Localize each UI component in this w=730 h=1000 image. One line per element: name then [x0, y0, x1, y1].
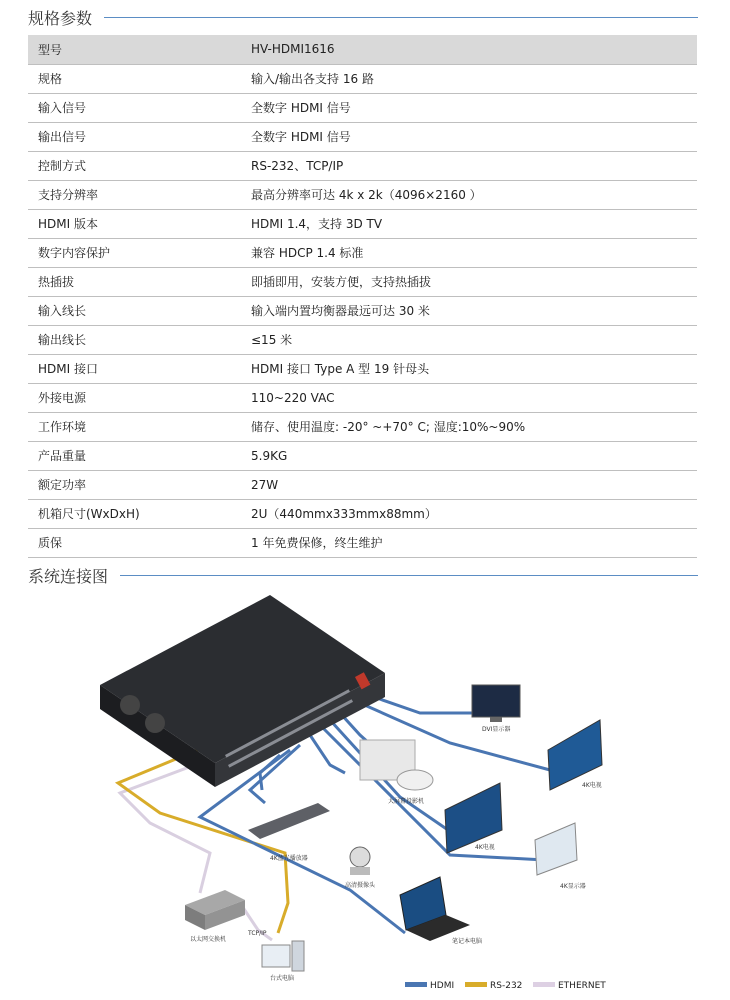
svg-text:大屏幕投影机: 大屏幕投影机 [388, 798, 425, 805]
section-divider [120, 575, 698, 576]
svg-text:4K显示器: 4K显示器 [560, 883, 586, 890]
spec-row [28, 151, 697, 180]
spec-value: HV-HDMI1616 [241, 35, 697, 64]
matrix-switcher [100, 595, 385, 787]
legend-swatch [405, 982, 427, 987]
ethernet-switch [185, 890, 245, 943]
spec-section-header [28, 6, 698, 29]
tv-4k-mid [445, 783, 502, 853]
spec-key: 质保 [28, 528, 241, 557]
spec-row [28, 238, 697, 267]
spec-value: 即插即用，安装方便，支持热插拔 [241, 267, 697, 296]
spec-value: 全数字 HDMI 信号 [241, 122, 697, 151]
svg-text:4K蓝光播放器: 4K蓝光播放器 [270, 855, 308, 862]
spec-key: 产品重量 [28, 441, 241, 470]
spec-key: 外接电源 [28, 383, 241, 412]
bluray-player [248, 803, 330, 862]
spec-key: 型号 [28, 35, 241, 64]
legend-swatch [533, 982, 555, 987]
spec-value: 27W [241, 470, 697, 499]
monitor-4k [535, 823, 586, 890]
cable-legend [405, 981, 606, 991]
spec-row [28, 354, 697, 383]
spec-key: HDMI 版本 [28, 209, 241, 238]
spec-value: 兼容 HDCP 1.4 标准 [241, 238, 697, 267]
desktop-pc [262, 941, 304, 982]
spec-key: 输出信号 [28, 122, 241, 151]
dvi-monitor [472, 685, 520, 733]
tv-4k-top [548, 720, 602, 790]
spec-row [28, 441, 697, 470]
spec-value: 输入端内置均衡器最远可达 30 米 [241, 296, 697, 325]
svg-text:4K电视: 4K电视 [475, 844, 495, 851]
spec-value: 5.9KG [241, 441, 697, 470]
svg-text:DVI显示器: DVI显示器 [482, 726, 511, 733]
legend-swatch [465, 982, 487, 987]
spec-row [28, 499, 697, 528]
spec-row [28, 383, 697, 412]
spec-value: 全数字 HDMI 信号 [241, 93, 697, 122]
spec-row [28, 64, 697, 93]
spec-row [28, 412, 697, 441]
spec-value: HDMI 接口 Type A 型 19 针母头 [241, 354, 697, 383]
spec-row [28, 180, 697, 209]
legend-item [405, 981, 454, 991]
legend-label: HDMI [430, 981, 455, 991]
legend-item [465, 981, 522, 991]
legend-label: RS-232 [490, 981, 523, 991]
section-divider [104, 17, 698, 18]
spec-key: 热插拔 [28, 267, 241, 296]
spec-value: 110~220 VAC [241, 383, 697, 412]
spec-value: HDMI 1.4，支持 3D TV [241, 209, 697, 238]
spec-key: HDMI 接口 [28, 354, 241, 383]
spec-table [28, 35, 697, 558]
spec-key: 数字内容保护 [28, 238, 241, 267]
svg-text:高清摄像头: 高清摄像头 [345, 882, 376, 889]
spec-value: 1 年免费保修，终生维护 [241, 528, 697, 557]
spec-value: 储存、使用温度: -20° ~+70° C; 湿度:10%~90% [241, 412, 697, 441]
legend-label: ETHERNET [558, 981, 606, 991]
spec-value: 输入/输出各支持 16 路 [241, 64, 697, 93]
spec-key: 规格 [28, 64, 241, 93]
spec-row [28, 209, 697, 238]
spec-value: RS-232、TCP/IP [241, 151, 697, 180]
spec-value: ≤15 米 [241, 325, 697, 354]
spec-key: 额定功率 [28, 470, 241, 499]
spec-key: 输入信号 [28, 93, 241, 122]
svg-text:4K电视: 4K电视 [582, 782, 602, 789]
spec-section-title: 规格参数 [28, 9, 93, 28]
diagram-section-header [28, 564, 698, 587]
spec-row [28, 470, 697, 499]
spec-row [28, 35, 697, 64]
spec-row [28, 122, 697, 151]
spec-key: 控制方式 [28, 151, 241, 180]
svg-text:以太网交换机: 以太网交换机 [190, 936, 227, 943]
system-connection-diagram [0, 585, 730, 1000]
hd-camera [345, 847, 376, 889]
spec-value: 2U（440mmx333mmx88mm） [241, 499, 697, 528]
spec-key: 输入线长 [28, 296, 241, 325]
spec-key: 机箱尺寸(WxDxH) [28, 499, 241, 528]
spec-value: 最高分辨率可达 4k x 2k（4096×2160 ） [241, 180, 697, 209]
spec-key: 工作环境 [28, 412, 241, 441]
spec-row [28, 93, 697, 122]
spec-row [28, 528, 697, 557]
tcpip-label: TCP/IP [248, 930, 267, 937]
diagram-section-title: 系统连接图 [28, 567, 109, 586]
svg-text:笔记本电脑: 笔记本电脑 [452, 938, 483, 945]
spec-key: 支持分辨率 [28, 180, 241, 209]
legend-item [533, 981, 606, 991]
spec-key: 输出线长 [28, 325, 241, 354]
svg-text:台式电脑: 台式电脑 [270, 975, 295, 982]
laptop [400, 877, 482, 945]
spec-row [28, 325, 697, 354]
spec-row [28, 296, 697, 325]
spec-row [28, 267, 697, 296]
